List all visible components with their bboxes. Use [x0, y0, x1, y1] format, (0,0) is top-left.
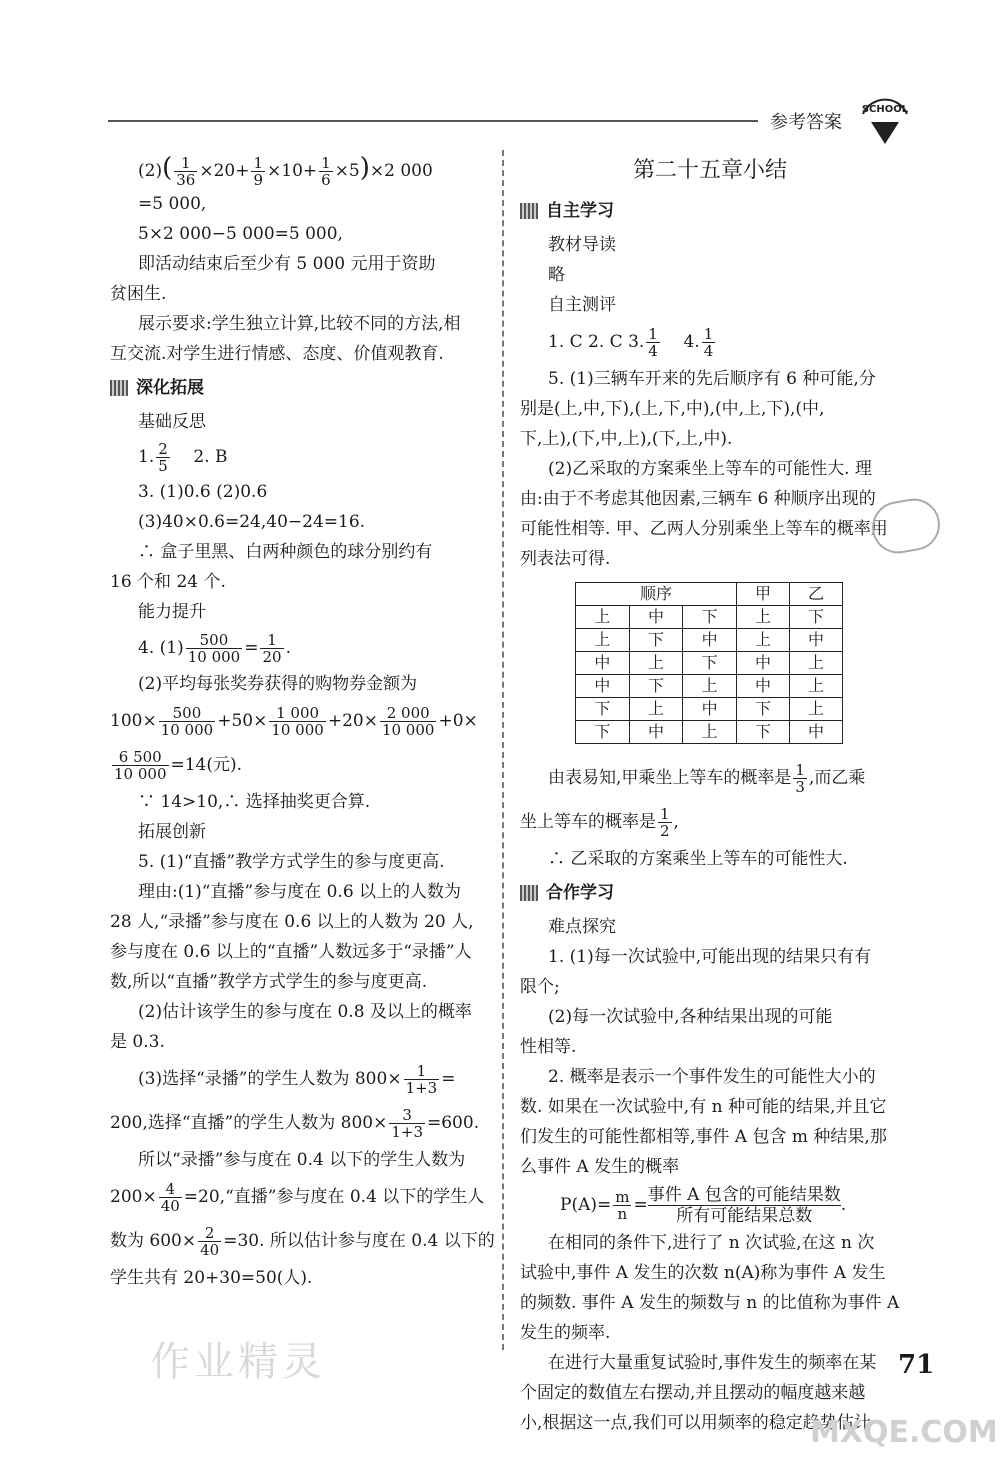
subheading: 自主测评 [548, 295, 616, 315]
school-logo-icon [855, 92, 915, 152]
table-row: 下 上 中 下 上 [576, 698, 843, 721]
fraction: $\frac{500}{10 000}$ [160, 704, 214, 739]
table-row: 中 下 上 中 上 [576, 675, 843, 698]
fraction: $\frac{1}{9}$ [253, 154, 264, 189]
answer-line: 坐上等车的概率是 $\frac{1}{2}$ , [520, 805, 679, 840]
fraction: $\frac{2 000}{10 000}$ [381, 704, 435, 739]
answer-line: 数,所以“直播”教学方式学生的参与度更高. [110, 972, 428, 992]
answer-line: 理由:(1)“直播”参与度在 0.6 以上的人数为 [138, 882, 462, 902]
answer-line: 5×2 000−5 000=5 000, [138, 224, 343, 244]
answer-line: 200× $\frac{4}{40}$ =20,“直播”参与度在 0.4 以下的学生人 [110, 1180, 485, 1215]
answer-line: (2)平均每张奖券获得的购物券金额为 [138, 674, 418, 694]
answer-line: 互交流.对学生进行情感、态度、价值观教育. [110, 344, 444, 364]
right-column [520, 150, 900, 1438]
table-header: 乙 [790, 583, 843, 606]
subheading: 难点探究 [548, 917, 616, 937]
answer-line: 由表易知,甲乘坐上等车的概率是 $\frac{1}{3}$ ,而乙乘 [548, 761, 866, 796]
section-bar-icon [520, 203, 538, 219]
answer-line: $\frac{6 500}{10 000}$ =14(元). [114, 748, 243, 783]
answer-line: 可能性相等. 甲、乙两人分别乘坐上等车的概率用 [520, 519, 888, 539]
fraction: $\frac{4}{40}$ [160, 1180, 180, 1215]
answer-line: 的频数. 事件 A 发生的频数与 n 的比值称为事件 A [520, 1293, 900, 1313]
table-header: 顺序 [576, 583, 737, 606]
fraction: $\frac{1}{3}$ [795, 761, 805, 796]
answer-line: 100× $\frac{500}{10 000}$ +50× $\frac{1 000}{10 000}$ +20× $\frac{2 000}{10 000}$ +0× [110, 704, 478, 739]
section-bar-icon [520, 885, 538, 901]
section-bar-icon [110, 380, 128, 396]
answer-line: 展示要求:学生独立计算,比较不同的方法,相 [138, 314, 461, 334]
fraction: $\frac{1}{6}$ [321, 154, 331, 189]
fraction: $\frac{1}{36}$ [176, 154, 196, 189]
svg-text:SCHOOL: SCHOOL [861, 104, 909, 115]
answer-line: 列表法可得. [520, 549, 611, 569]
header-rule [108, 120, 758, 122]
answer-line: 由:由于不考虑其他因素,三辆车 6 种顺序出现的 [520, 489, 876, 509]
answer-line: ∵ 14>10,∴ 选择抽奖更合算. [138, 792, 371, 812]
answer-line: 发生的频率. [520, 1323, 611, 1343]
page-number: 71 [898, 1350, 935, 1380]
subheading: 基础反思 [138, 412, 206, 432]
fraction: $\frac{1}{1+3}$ [405, 1062, 438, 1097]
answer-line: 2. 概率是表示一个事件发生的可能性大小的 [548, 1067, 876, 1087]
fraction: $\frac{m}{n}$ [615, 1188, 630, 1223]
answer-line: 参与度在 0.6 以上的“直播”人数远多于“录播”人 [110, 942, 472, 962]
table-header-row [576, 583, 843, 606]
subheading: 拓展创新 [138, 822, 206, 842]
answer-line: 所以“录播”参与度在 0.4 以下的学生人数为 [138, 1150, 466, 1170]
answer-line: 5. (1)三辆车开来的先后顺序有 6 种可能,分 [548, 369, 876, 389]
answer-line: 5. (1)“直播”教学方式学生的参与度更高. [138, 852, 445, 872]
answer-line: 1. (1)每一次试验中,可能出现的结果只有有 [548, 947, 872, 967]
answer-line: 在进行大量重复试验时,事件发生的频率在某 [548, 1353, 877, 1373]
subheading: 能力提升 [138, 602, 206, 622]
answer-line: 贫困生. [110, 284, 167, 304]
column-divider [502, 150, 504, 1350]
answer-line: 在相同的条件下,进行了 n 次试验,在这 n 次 [548, 1233, 875, 1253]
order-table [575, 582, 843, 744]
answer-line: 限个; [520, 977, 560, 997]
table-row: 上 下 中 上 中 [576, 629, 843, 652]
answer-line: (3)选择“录播”的学生人数为 800× $\frac{1}{1+3}$ = [138, 1062, 456, 1097]
section-heading: 深化拓展 [110, 373, 485, 403]
answer-line: 是 0.3. [110, 1032, 165, 1052]
answer-line: 下,上),(下,中,上),(下,上,中). [520, 429, 733, 449]
answer-line: 即活动结束后至少有 5 000 元用于资助 [138, 254, 436, 274]
table-row: 上 中 下 上 下 [576, 606, 843, 629]
section-heading: 合作学习 [520, 878, 900, 908]
answer-line: 别是(上,中,下),(上,下,中),(中,上,下),(中, [520, 399, 825, 419]
fraction: $\frac{3}{1+3}$ [391, 1106, 423, 1141]
answer-line: 学生共有 20+30=50(人). [110, 1268, 313, 1288]
fraction: $\frac{2}{5}$ [158, 440, 168, 475]
fraction: $\frac{1}{2}$ [660, 805, 670, 840]
fraction: $\frac{1}{4}$ [648, 325, 658, 360]
subheading: 教材导读 [548, 235, 616, 255]
answer-line: 们发生的可能性都相等,事件 A 包含 m 种结果,那 [520, 1127, 887, 1147]
answer-line: 数为 600× $\frac{2}{40}$ =30. 所以估计参与度在 0.4 以下的 [110, 1224, 495, 1259]
answer-line: 4. (1) $\frac{500}{10 000}$ = $\frac{1}{20}$ . [138, 631, 291, 666]
answer-line: (2)每一次试验中,各种结果出现的可能 [548, 1007, 833, 1027]
table-row: 下 中 上 下 中 [576, 721, 843, 744]
left-column [110, 150, 495, 1293]
answer-line: 小,根据这一点,我们可以用频率的稳定趋势估计 [520, 1413, 871, 1433]
fraction: $\frac{\text{事件 A 包含的可能结果数}}{\text{所有可能结果总数}}$ [647, 1185, 841, 1226]
section-heading: 自主学习 [520, 196, 900, 226]
fraction: $\frac{500}{10 000}$ [187, 631, 241, 666]
answer-line: 1. $\frac{2}{5}$ 2. B [138, 440, 228, 475]
answer-line: (2)估计该学生的参与度在 0.8 及以上的概率 [138, 1002, 472, 1022]
site-watermark: MXQE.COM [810, 1415, 998, 1450]
answer-line: 性相等. [520, 1037, 577, 1057]
answer-line: 200,选择“直播”的学生人数为 800× $\frac{3}{1+3}$ =600. [110, 1106, 480, 1141]
fraction: $\frac{1}{20}$ [262, 631, 282, 666]
answer-line: (2)( $\frac{1}{36}$ ×20+ $\frac{1}{9}$ ×10+ $\frac{1}{6}$ ×5)×2 000 [138, 153, 433, 189]
answer-line: =5 000, [138, 194, 207, 214]
watermark: 作业精灵 [150, 1339, 326, 1385]
table-row: 中 上 下 中 上 [576, 652, 843, 675]
answer-line: 3. (1)0.6 (2)0.6 [138, 482, 268, 502]
fraction: $\frac{2}{40}$ [200, 1224, 220, 1259]
answer-line: (2)乙采取的方案乘坐上等车的可能性大. 理 [548, 459, 872, 479]
answer-line: ∴ 乙采取的方案乘坐上等车的可能性大. [548, 849, 848, 869]
probability-formula: P(A)= $\frac{m}{n}$ = $\frac{\text{事件 A 包含的可能结果数}}{\text{所有可能结果总数}}$ . [560, 1185, 847, 1226]
header-title: 参考答案 [770, 112, 842, 133]
table-header: 甲 [737, 583, 790, 606]
answer-line: 数. 如果在一次试验中,有 n 种可能的结果,并且它 [520, 1097, 887, 1117]
answer-line: 个固定的数值左右摆动,并且摆动的幅度越来越 [520, 1383, 866, 1403]
answer-line: ∴ 盒子里黑、白两种颜色的球分别约有 [138, 542, 433, 562]
fraction: $\frac{1}{4}$ [703, 325, 714, 360]
answer-line: 试验中,事件 A 发生的次数 n(A)称为事件 A 发生 [520, 1263, 886, 1283]
fraction: $\frac{6 500}{10 000}$ [114, 748, 167, 783]
answer-line: 略 [548, 265, 565, 285]
answer-line: 16 个和 24 个. [110, 572, 226, 592]
fraction: $\frac{1 000}{10 000}$ [271, 704, 324, 739]
answer-line: (3)40×0.6=24,40−24=16. [138, 512, 366, 532]
answer-line: 1. C 2. C 3. $\frac{1}{4}$ 4. $\frac{1}{4}$ [548, 325, 714, 360]
answer-line: 么事件 A 发生的概率 [520, 1157, 680, 1177]
answer-line: 28 人,“录播”参与度在 0.6 以上的人数为 20 人, [110, 912, 474, 932]
chapter-title: 第二十五章小结 [632, 158, 787, 183]
